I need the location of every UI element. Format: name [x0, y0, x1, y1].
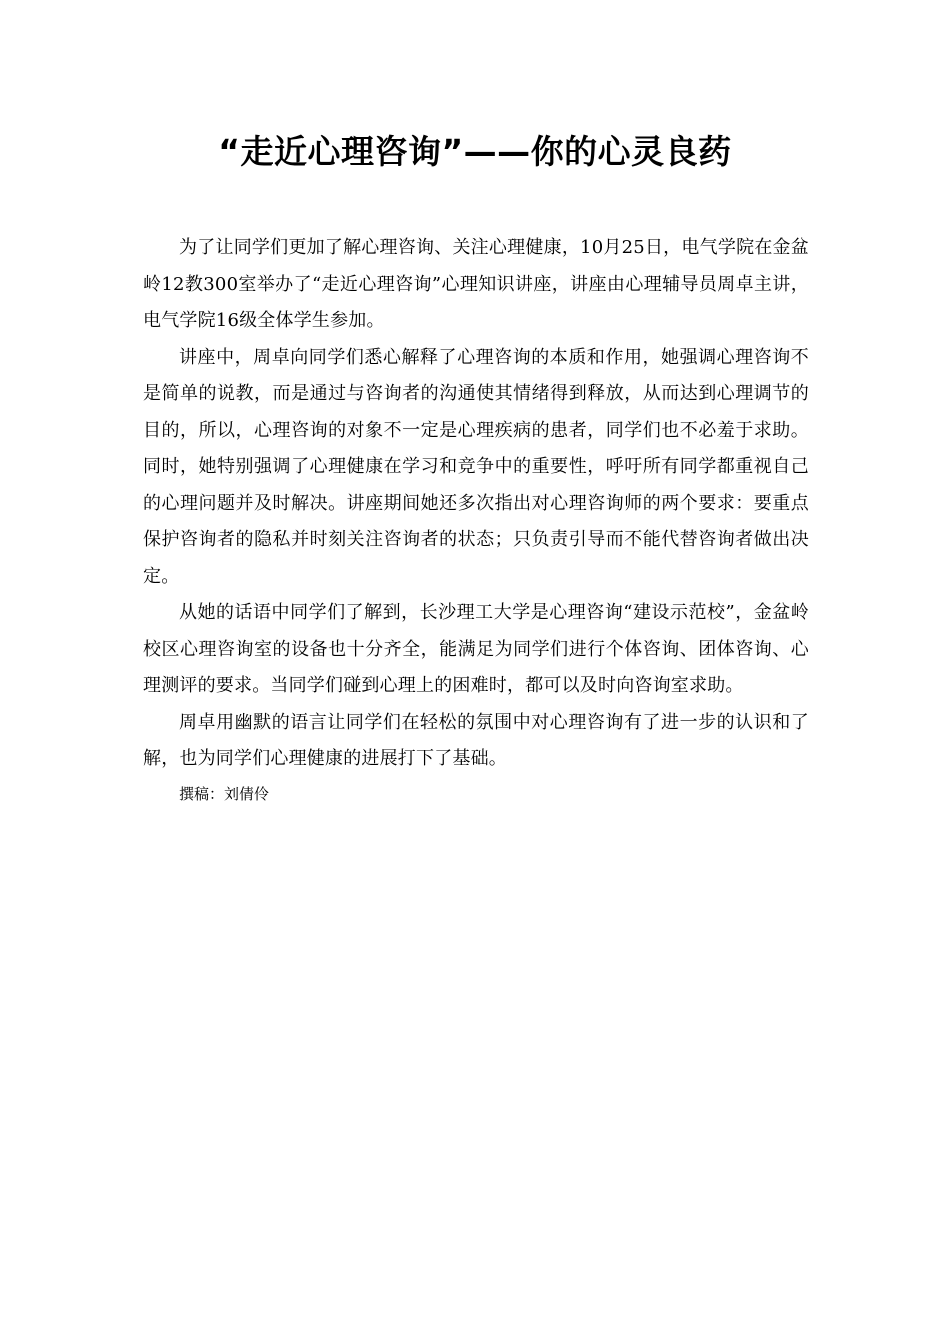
paragraph-3: 从她的话语中同学们了解到，长沙理工大学是心理咨询“建设示范校”，金盆岭校区心理咨询室的设备也十分齐全，能满足为同学们进行个体咨询、团体咨询、心理测评的要求。当同学们碰到心理上的困难时，都可以及时向咨询室求助。 — [143, 602, 809, 696]
paragraph-1: 为了让同学们更加了解心理咨询、关注心理健康，10月25日，电气学院在金盆岭12教300室举办了“走近心理咨询”心理知识讲座，讲座由心理辅导员周卓主讲，电气学院16级全体学生参加。 — [143, 237, 809, 331]
article-body — [143, 230, 809, 806]
document-title: “走近心理咨询”——你的心灵良药 — [218, 132, 732, 171]
paragraph-2: 讲座中，周卓向同学们悉心解释了心理咨询的本质和作用，她强调心理咨询不是简单的说教，而是通过与咨询者的沟通使其情绪得到释放，从而达到心理调节的目的，所以，心理咨询的对象不一定是心理疾病的患者，同学们也不必羞于求助。同时，她特别强调了心理健康在学习和竞争中的重要性，呼吁所有同学都重视自己的心理问题并及时解决。讲座期间她还多次指出对心理咨询师的两个要求：要重点保护咨询者的隐私并时刻关注咨询者的状态；只负责引导而不能代替咨询者做出决定。 — [143, 346, 809, 587]
byline: 撰稿：刘倩伶 — [179, 784, 270, 803]
paragraph-4: 周卓用幽默的语言让同学们在轻松的氛围中对心理咨询有了进一步的认识和了解，也为同学们心理健康的进展打下了基础。 — [143, 711, 809, 769]
